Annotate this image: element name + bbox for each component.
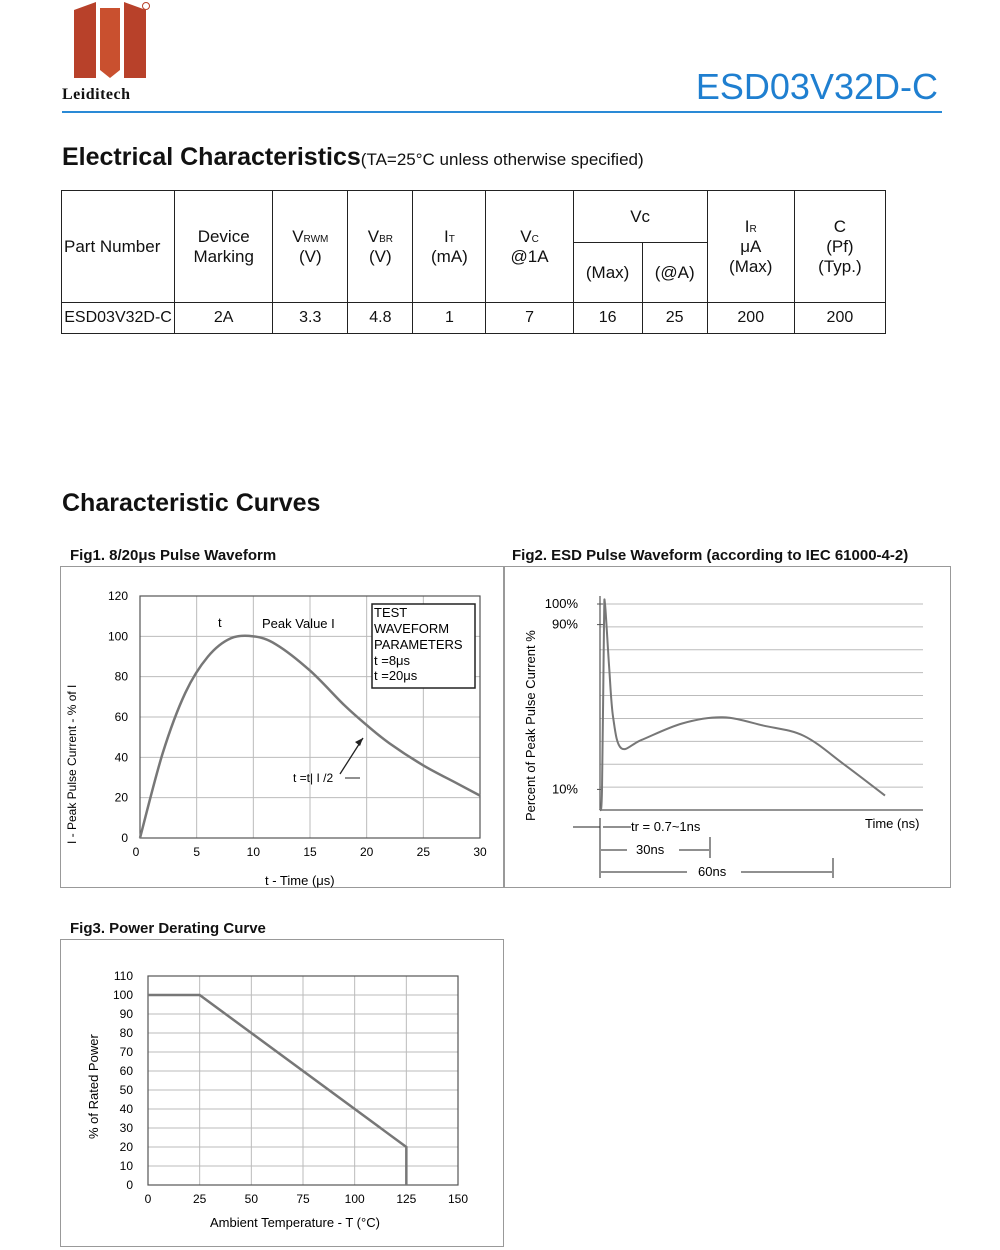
fig1-box-line-4: t =8μs [374,653,411,668]
part-number-title: ESD03V32D-C [695,66,938,107]
fig1-ylabel: I - Peak Pulse Current - % of I [65,684,79,844]
th-ir: IR μA (Max) [707,191,794,303]
fig1-xtick: 25 [416,845,431,859]
fig1-tr-label: t [218,615,222,630]
fig3-xtick: 100 [344,1192,365,1206]
fig3-xtick: 0 [144,1192,152,1206]
fig3-xtick: 150 [447,1192,469,1206]
fig2-30ns-label: 30ns [636,842,665,857]
fig1-ytick: 80 [114,669,128,684]
fig2-60ns-label: 60ns [698,864,727,879]
fig3-ytick: 0 [126,1178,133,1192]
th-capacitance: C (Pf) (Typ.) [794,191,885,303]
condition-note: (TA=25°C unless otherwise specified) [360,150,644,169]
cell-it: 1 [413,303,486,334]
fig3-ylabel: % of Rated Power [86,1034,101,1139]
cell-capacitance: 200 [794,303,885,334]
th-device-marking: Device Marking [175,191,273,303]
fig2-ylabel: Percent of Peak Pulse Current % [523,630,538,821]
fig3-ytick: 50 [119,1083,133,1097]
cell-vrwm: 3.3 [273,303,348,334]
fig1-xtick: 20 [359,845,374,859]
fig1-xtick: 10 [246,845,261,859]
th-vc-at: (@A) [642,243,707,303]
header-divider [62,111,942,113]
th-vc-max: (Max) [573,243,642,303]
fig2-tr-label: tr = 0.7~1ns [631,819,701,834]
fig3-ytick: 70 [119,1045,133,1059]
th-vbr: VBR (V) [348,191,413,303]
th-it: IT (mA) [413,191,486,303]
fig1-xlabel: t - Time (μs) [265,873,335,888]
th-vc-group: Vc [573,191,707,243]
fig1-box-line-1: TEST [374,605,408,620]
electrical-table [61,190,886,334]
fig3-ytick: 20 [119,1140,133,1154]
fig1-td-label: t =t| I /2 [293,771,334,785]
th-vrwm: VRWM (V) [273,191,348,303]
fig1-title: Fig1. 8/20μs Pulse Waveform [70,547,277,564]
fig2-ytick: 100% [544,596,578,611]
fig3-ytick: 110 [113,969,133,983]
fig3-ytick: 100 [112,988,133,1002]
fig1-xtick: 30 [473,845,487,859]
fig1-box-line-2: WAVEFORM [374,621,450,636]
fig3-ytick: 30 [119,1121,133,1135]
fig3-title: Fig3. Power Derating Curve [70,920,266,937]
cell-part: ESD03V32D-C [62,303,175,334]
fig1-chart [60,566,504,888]
fig1-peak-label: Peak Value I [262,616,335,631]
fig3-ytick: 10 [119,1159,133,1173]
fig3-xlabel: Ambient Temperature - T (°C) [210,1215,380,1230]
fig2-ytick: 90% [551,616,578,632]
fig3-xtick: 25 [192,1192,207,1206]
fig3-xtick: 75 [296,1192,310,1206]
fig3-ytick: 60 [119,1064,133,1078]
fig1-ytick: 100 [107,629,128,644]
th-vc-1a: VC @1A [486,191,573,303]
electrical-characteristics-heading: Electrical Characteristics(TA=25°C unless otherwise specified) [62,143,644,171]
fig2-series-line [600,599,885,810]
fig1-box-line-5: t =20μs [374,668,418,683]
fig2-grid [600,596,923,810]
fig1-ytick: 20 [114,790,128,805]
cell-marking: 2A [175,303,273,334]
fig3-ytick: 40 [119,1102,133,1116]
fig1-ytick: 40 [114,750,128,765]
fig3-chart [60,939,503,1247]
cell-vbr: 4.8 [348,303,413,334]
fig1-xtick: 0 [132,845,140,859]
brand-name: Leiditech [62,86,131,103]
fig3-ytick: 90 [119,1007,133,1021]
fig1-ytick: 60 [114,710,128,724]
fig2-title: Fig2. ESD Pulse Waveform (according to IEC 61000-4-2) [512,547,909,564]
fig2-xlabel: Time (ns) [865,816,920,831]
fig3-xtick: 50 [244,1192,259,1206]
fig3-ytick: 80 [119,1026,133,1040]
cell-vc-max: 16 [573,303,642,334]
characteristic-curves-heading: Characteristic Curves [62,489,321,517]
fig1-ytick: 0 [121,831,128,845]
fig2-ytick: 10% [551,781,578,797]
fig3-ticks [113,969,468,1206]
cell-ir: 200 [707,303,794,334]
fig1-box-line-3: PARAMETERS [374,637,463,652]
cell-vc-at: 25 [642,303,707,334]
fig1-arrow-head [355,738,363,746]
fig1-ytick: 120 [107,589,128,603]
fig3-grid [148,976,458,1185]
fig2-ticks [545,596,603,796]
fig2-chart [503,566,950,888]
fig3-xtick: 125 [396,1192,417,1206]
fig1-xtick: 5 [193,845,201,859]
cell-vc-1a: 7 [486,303,573,334]
th-part-number: Part Number [62,191,175,303]
fig1-xtick: 15 [303,845,317,859]
